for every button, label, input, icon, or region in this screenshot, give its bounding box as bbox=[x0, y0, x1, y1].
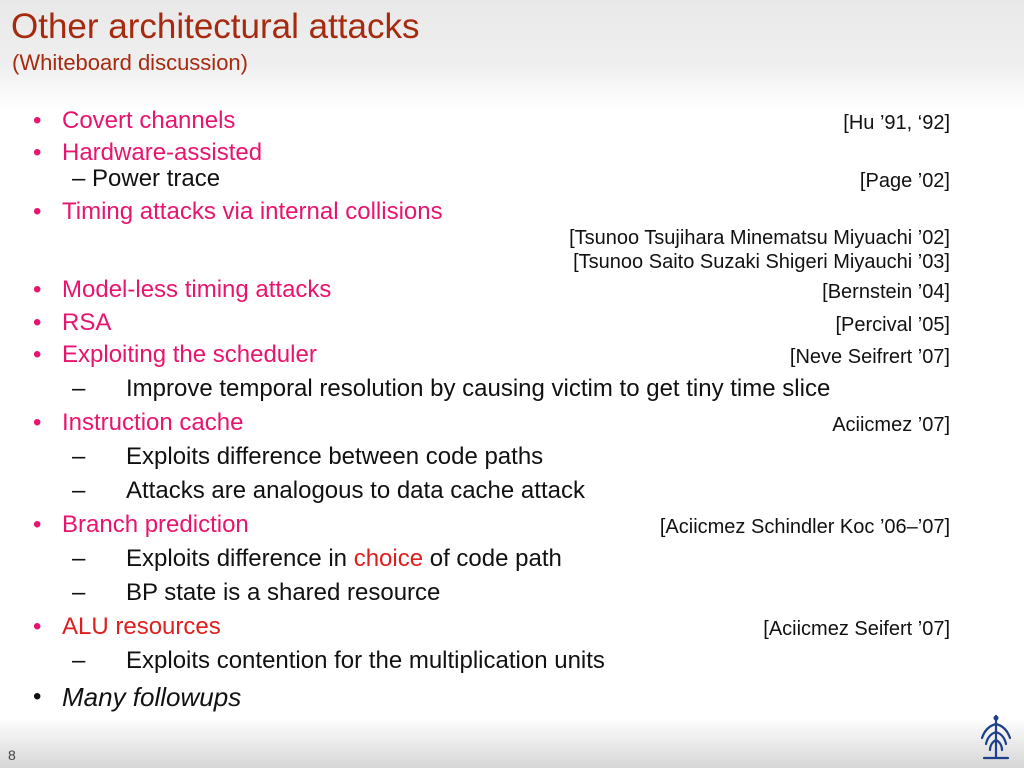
slide-title: Other architectural attacks bbox=[11, 7, 420, 46]
dash-icon: – bbox=[72, 579, 86, 606]
item-label: Instruction cache bbox=[62, 409, 244, 436]
item-reference: [Neve Seifrert ’07] bbox=[789, 346, 950, 368]
item-label: Exploiting the scheduler bbox=[62, 341, 317, 368]
sub-item-label: – Power trace bbox=[72, 165, 221, 192]
item-label: Many followups bbox=[62, 682, 242, 712]
item-reference: [Hu ’91, ‘92] bbox=[843, 112, 950, 134]
bullet-icon: • bbox=[33, 139, 42, 166]
bullet-icon: • bbox=[33, 511, 42, 538]
sub-item-shared-resource bbox=[0, 579, 1024, 607]
dash-icon: – bbox=[72, 477, 86, 504]
item-reference: [Aciicmez Seifert ’07] bbox=[763, 618, 950, 640]
item-reference: [Page ’02] bbox=[859, 170, 950, 192]
sub-item-power-trace bbox=[0, 165, 1024, 193]
sub-item-label: Attacks are analogous to data cache attack bbox=[126, 477, 585, 504]
item-reference: [Bernstein ’04] bbox=[822, 281, 950, 303]
dash-icon: – bbox=[72, 647, 86, 674]
list-item-covert-channels bbox=[0, 107, 1024, 135]
sub-item-label: Improve temporal resolution by causing victim to get tiny time slice bbox=[126, 375, 831, 402]
sub-item-suffix: of code path bbox=[423, 545, 562, 572]
sub-item-label: BP state is a shared resource bbox=[126, 579, 441, 606]
bullet-icon: • bbox=[33, 107, 42, 134]
bullet-icon: • bbox=[33, 613, 42, 640]
list-item-many-followups bbox=[0, 683, 1024, 711]
bullet-icon: • bbox=[33, 309, 42, 336]
list-item-rsa bbox=[0, 309, 1024, 337]
footer-band bbox=[0, 718, 1024, 768]
dash-icon: – bbox=[72, 443, 86, 470]
list-item-alu-resources bbox=[0, 613, 1024, 641]
sub-item-text bbox=[126, 545, 562, 573]
sub-item-code-paths bbox=[0, 443, 1024, 471]
item-label: Branch prediction bbox=[62, 511, 249, 538]
item-label: ALU resources bbox=[62, 613, 221, 640]
slide-subtitle: (Whiteboard discussion) bbox=[12, 50, 248, 75]
item-reference: [Tsunoo Tsujihara Minematsu Miyuachi ’02] bbox=[569, 227, 950, 249]
sub-item-temporal-resolution bbox=[0, 375, 1024, 403]
list-item-instruction-cache bbox=[0, 409, 1024, 437]
sub-item-data-cache-analogy bbox=[0, 477, 1024, 505]
list-item-branch-prediction bbox=[0, 511, 1024, 539]
bullet-icon: • bbox=[33, 409, 42, 436]
item-label: Timing attacks via internal collisions bbox=[62, 198, 443, 225]
sub-item-choice-of-code-path bbox=[0, 545, 1024, 573]
item-reference: [Percival ’05] bbox=[835, 314, 950, 336]
list-item-model-less bbox=[0, 276, 1024, 304]
dash-icon: – bbox=[72, 545, 86, 572]
bullet-icon: • bbox=[33, 198, 42, 225]
highlight-word: choice bbox=[353, 545, 424, 572]
bullet-icon: • bbox=[33, 276, 42, 303]
item-label: Model-less timing attacks bbox=[62, 276, 332, 303]
item-reference: [Aciicmez Schindler Koc ’06–’07] bbox=[659, 516, 950, 538]
sub-item-prefix: Exploits difference in bbox=[126, 545, 354, 572]
university-logo-icon bbox=[976, 714, 1016, 762]
list-item-hardware-assisted bbox=[0, 139, 1024, 167]
list-item-scheduler bbox=[0, 341, 1024, 369]
page-number: 8 bbox=[8, 747, 16, 763]
timing-reference-2 bbox=[0, 246, 1024, 274]
bullet-icon: • bbox=[33, 683, 42, 710]
item-label: RSA bbox=[62, 309, 112, 336]
item-reference: [Tsunoo Saito Suzaki Shigeri Miyauchi ’03] bbox=[573, 251, 950, 273]
dash-icon: – bbox=[72, 375, 86, 402]
bullet-icon: • bbox=[33, 341, 42, 368]
sub-item-label: Exploits contention for the multiplication units bbox=[126, 647, 605, 674]
item-label: Covert channels bbox=[62, 107, 236, 134]
sub-item-label: Exploits difference between code paths bbox=[126, 443, 544, 470]
item-label: Hardware-assisted bbox=[62, 139, 263, 166]
sub-item-multiplication-units bbox=[0, 647, 1024, 675]
item-reference: Aciicmez ’07] bbox=[832, 414, 950, 436]
